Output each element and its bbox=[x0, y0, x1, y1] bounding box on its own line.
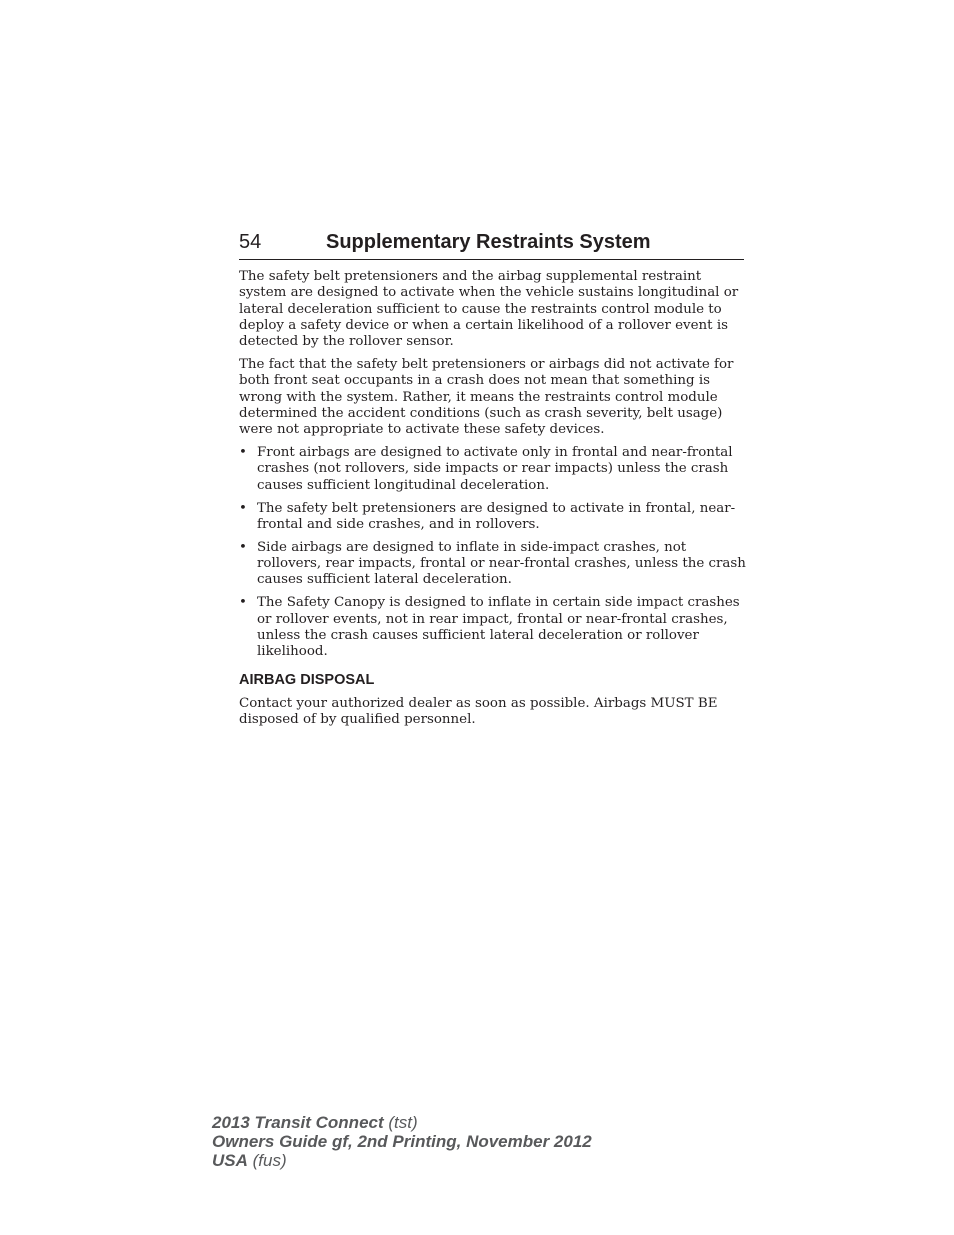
list-item bbox=[239, 501, 749, 534]
bullet-icon: • bbox=[239, 500, 247, 516]
bullet-list bbox=[239, 445, 749, 660]
page-header bbox=[239, 228, 744, 260]
footer-market-code: (fus) bbox=[252, 1151, 287, 1170]
footer-line-model bbox=[212, 1113, 592, 1132]
footer-model: 2013 Transit Connect bbox=[212, 1113, 384, 1132]
airbag-disposal-heading: AIRBAG DISPOSAL bbox=[239, 671, 375, 688]
bullet-icon: • bbox=[239, 595, 247, 611]
list-item-text: Front airbags are designed to activate only in frontal and near-frontal crashes (not rollovers, side impacts or rear impacts) unless the crash causes sufficient longitudinal deceleration. bbox=[257, 445, 733, 493]
page-number: 54 bbox=[239, 231, 262, 253]
list-item bbox=[239, 540, 749, 589]
paragraph-activation: The safety belt pretensioners and the airbag supplemental restraint system are designed to activate when the vehicle sustains longitudinal or lateral deceleration sufficient to cause the restraints control module to deploy a safety device or when a certain likelihood of a rollover event is detected by the rollover sensor. bbox=[239, 269, 739, 350]
list-item bbox=[239, 445, 749, 494]
bullet-icon: • bbox=[239, 539, 247, 555]
footer-model-code: (tst) bbox=[388, 1113, 418, 1132]
list-item-text: The Safety Canopy is designed to inflate in certain side impact crashes or rollover events, not in rear impact, frontal or near-frontal crashes, unless the crash causes sufficient lateral deceleration or rollover likelihood. bbox=[257, 595, 740, 660]
footer-printing: Owners Guide gf, 2nd Printing, November 2012 bbox=[212, 1132, 592, 1151]
list-item-text: Side airbags are designed to inflate in side-impact crashes, not rollovers, rear impacts, frontal or near-frontal crashes, unless the crash causes sufficient lateral deceleration. bbox=[257, 539, 746, 588]
airbag-disposal-paragraph: Contact your authorized dealer as soon as possible. Airbags MUST BE disposed of by qualified personnel. bbox=[239, 695, 718, 727]
page-footer bbox=[212, 1113, 592, 1170]
section-title: Supplementary Restraints System bbox=[326, 231, 651, 253]
paragraph-non-activation: The fact that the safety belt pretensioners or airbags did not activate for both front seat occupants in a crash does not mean that something is wrong with the system. Rather, it means the restraints control module determined the accident conditions (such as crash severity, belt usage) were not appropriate to activate these safety devices. bbox=[239, 357, 734, 438]
list-item-text: The safety belt pretensioners are designed to activate in frontal, near-frontal and side crashes, and in rollovers. bbox=[257, 500, 736, 532]
footer-line-market bbox=[212, 1151, 592, 1170]
bullet-icon: • bbox=[239, 445, 247, 461]
list-item bbox=[239, 595, 749, 660]
footer-market: USA bbox=[212, 1151, 248, 1170]
body-text bbox=[239, 269, 749, 735]
